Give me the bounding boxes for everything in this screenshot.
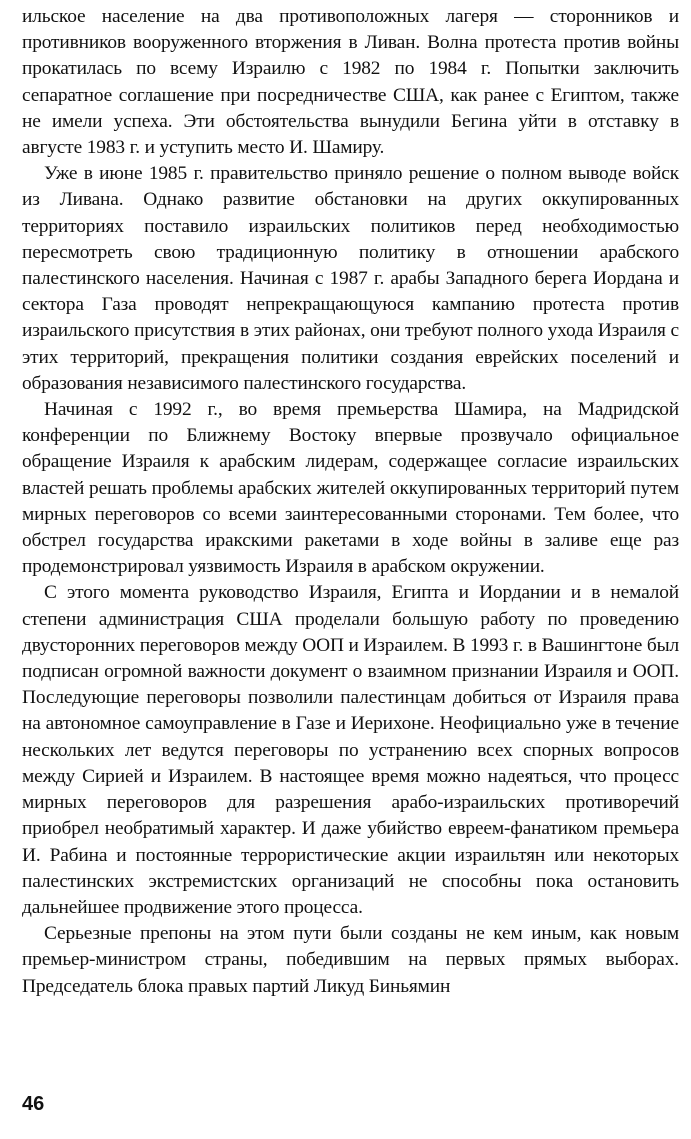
paragraph: Уже в июне 1985 г. правительство приняло решение о полном выводе войск из Ливана. Однако развитие обстановки на других оккупированных территориях поставило израильских политиков перед необходимостью пересмотреть свою традиционную политику в отношении арабского палестинского населения. Начиная с 1987 г. арабы Западного берега Иордана и сектора Газа проводят непрекращающуюся кампанию протеста против израильского присутствия в этих районах, они требуют полного ухода Израиля с этих территорий, прекращения политики создания еврейских поселений и образования независимого палестинского государства. [22,163,679,394]
paragraph: Серьезные препоны на этом пути были созданы не кем иным, как новым премьер-министром страны, победившим на первых прямых выборах. Председатель блока правых партий Ликуд Биньямин [22,923,679,997]
page-number: 46 [22,1093,45,1115]
paragraph: Начиная с 1992 г., во время премьерства Шамира, на Мадридской конференции по Ближнему Востоку впервые прозвучало официальное обращение Израиля к арабским лидерам, содержащее согласие израильских властей решать проблемы арабских жителей оккупированных территорий путем мирных переговоров со всеми заинтересованными сторонами. Тем более, что обстрел государства иракскими ракетами в ходе войны в заливе еще раз продемонстрировал уязвимость Израиля в арабском окружении. [22,399,679,578]
paragraph: С этого момента руководство Израиля, Египта и Иордании и в немалой степени администрация США проделали большую работу по проведению двусторонних переговоров между ООП и Израилем. В 1993 г. в Вашингтоне был подписан огромной важности документ о взаимном признании Израиля и ООП. Последующие переговоры позволили палестинцам добиться от Израиля права на автономное самоуправление в Газе и Иерихоне. Неофициально уже в течение нескольких лет ведутся переговоры по устранению всех спорных вопросов между Сирией и Израилем. В настоящее время можно надеяться, что процесс мирных переговоров для разрешения арабо-израильских противоречий приобрел необратимый характер. И даже убийство евреем-фанатиком премьера И. Рабина и постоянные террористические акции израильтян или некоторых палестинских экстремистских организаций не способны пока остановить дальнейшее продвижение этого процесса. [22,582,679,918]
body-text [22,4,679,1000]
paragraph-continued: ильское население на два противоположных лагеря — сторонников и противников вооруженного вторжения в Ливан. Волна протеста против войны прокатилась по всему Израилю с 1982 по 1984 г. Попытки заключить сепаратное соглашение при посредничестве США, как ранее с Египтом, также не имели успеха. Эти обстоятельства вынудили Бегина уйти в отставку в августе 1983 г. и уступить место И. Шамиру. [22,6,679,159]
